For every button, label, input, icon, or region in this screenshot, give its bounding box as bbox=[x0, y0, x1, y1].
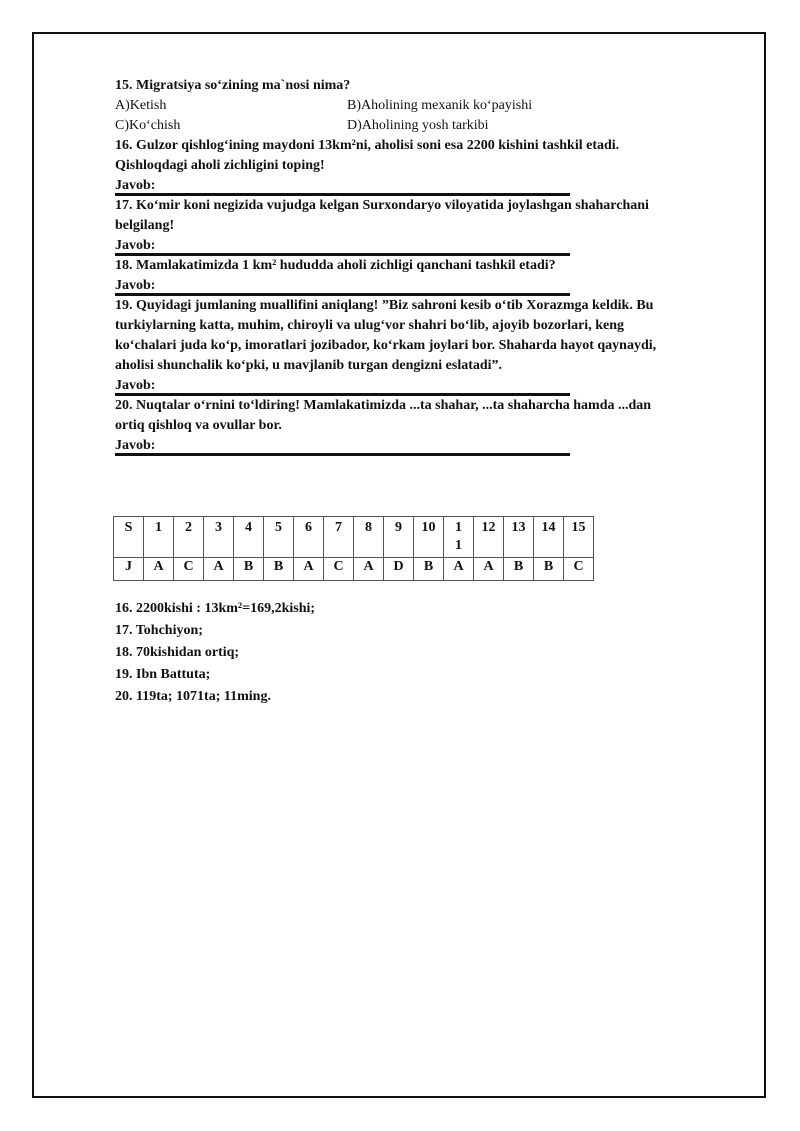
answer-key-header-cell: 1 bbox=[144, 517, 174, 558]
answer-key-answer-cell: C bbox=[324, 558, 354, 581]
answer-key-header-cell: 15 bbox=[564, 517, 594, 558]
option-a: A)Ketish bbox=[115, 98, 167, 113]
option-d: D)Aholining yosh tarkibi bbox=[347, 118, 489, 133]
answer-key-header-cell: 2 bbox=[174, 517, 204, 558]
solution-19: 19. Ibn Battuta; bbox=[115, 667, 211, 682]
solution-20: 20. 119ta; 1071ta; 11ming. bbox=[115, 689, 271, 704]
solutions-list bbox=[115, 598, 315, 708]
answer-key-answer-cell: A bbox=[474, 558, 504, 581]
answer-key-answer-cell: J bbox=[114, 558, 144, 581]
answer-key-answer-cell: A bbox=[144, 558, 174, 581]
option-b: B)Aholining mexanik ko‘payishi bbox=[347, 98, 533, 113]
answer-key-answer-cell: B bbox=[234, 558, 264, 581]
answer-line-17: Javob: bbox=[115, 236, 755, 256]
answer-key-header-cell: 14 bbox=[534, 517, 564, 558]
answer-line-18: Javob: bbox=[115, 276, 755, 296]
question-19-line2: turkiylarning katta, muhim, chiroyli va ulug‘vor shahri bo‘lib, ajoyib bozorlari, keng bbox=[115, 318, 624, 333]
answer-line-16: Javob: bbox=[115, 176, 755, 196]
question-17-line1: 17. Ko‘mir koni negizida vujudga kelgan Surxondaryo viloyatida joylashgan shaharchani bbox=[115, 198, 649, 213]
answer-key-answer-cell: B bbox=[414, 558, 444, 581]
answer-key-header-cell: 12 bbox=[474, 517, 504, 558]
answer-key-header-cell: 13 bbox=[504, 517, 534, 558]
answer-key-header-cell: 5 bbox=[264, 517, 294, 558]
questions-section bbox=[115, 76, 755, 456]
answer-key-header-cell: 7 bbox=[324, 517, 354, 558]
question-19-line4: aholisi shunchalik ko‘pki, u mavjlanib turgan dengizni eslatadi”. bbox=[115, 358, 503, 373]
answer-key-answer-cell: A bbox=[294, 558, 324, 581]
question-15-options bbox=[115, 96, 755, 136]
answer-key-answer-cell: A bbox=[354, 558, 384, 581]
question-19-line3: ko‘chalari juda ko‘p, imoratlari jozibador, ko‘rkam joylari bor. Shaharda hayot qaynaydi, bbox=[115, 338, 657, 353]
answer-key-answer-cell: A bbox=[444, 558, 474, 581]
question-18-line1: 18. Mamlakatimizda 1 km² hududda aholi zichligi qanchani tashkil etadi? bbox=[115, 258, 556, 273]
question-20-line2: ortiq qishloq va ovullar bor. bbox=[115, 418, 282, 433]
answer-key-header-cell: 10 bbox=[414, 517, 444, 558]
answer-key-header-cell: 9 bbox=[384, 517, 414, 558]
solution-17: 17. Tohchiyon; bbox=[115, 623, 203, 638]
question-19-line1: 19. Quyidagi jumlaning muallifini aniqlang! ”Biz sahroni kesib o‘tib Xorazmga keldik. Bu bbox=[115, 298, 654, 313]
answer-key-header-cell: 4 bbox=[234, 517, 264, 558]
answer-key-header-cell: 6 bbox=[294, 517, 324, 558]
question-20-line1: 20. Nuqtalar o‘rnini to‘ldiring! Mamlakatimizda ...ta shahar, ...ta shaharcha hamda ...dan bbox=[115, 398, 652, 413]
solution-18: 18. 70kishidan ortiq; bbox=[115, 645, 240, 660]
answer-key-header-cell: 1 1 bbox=[444, 517, 474, 558]
answer-key-header-row bbox=[114, 517, 594, 558]
answer-key-header-cell: 8 bbox=[354, 517, 384, 558]
question-16-line1: 16. Gulzor qishlog‘ining maydoni 13km²ni, aholisi soni esa 2200 kishini tashkil etadi. bbox=[115, 138, 620, 153]
answer-key-answer-cell: C bbox=[564, 558, 594, 581]
answer-key-answer-cell: B bbox=[534, 558, 564, 581]
answer-key-answer-cell: C bbox=[174, 558, 204, 581]
answer-key-answer-cell: D bbox=[384, 558, 414, 581]
answer-key-header-cell: S bbox=[114, 517, 144, 558]
answer-line-19: Javob: bbox=[115, 376, 755, 396]
answer-key-answer-cell: A bbox=[204, 558, 234, 581]
solution-16: 16. 2200kishi : 13km²=169,2kishi; bbox=[115, 601, 316, 616]
answer-key-answer-cell: B bbox=[504, 558, 534, 581]
answer-key-header-cell: 3 bbox=[204, 517, 234, 558]
question-16-line2: Qishloqdagi aholi zichligini toping! bbox=[115, 158, 325, 173]
answer-key-answer-row bbox=[114, 558, 594, 581]
answer-key-answer-cell: B bbox=[264, 558, 294, 581]
option-c: C)Ko‘chish bbox=[115, 118, 181, 133]
question-17-line2: belgilang! bbox=[115, 218, 175, 233]
answer-key-table bbox=[113, 516, 594, 581]
question-15: 15. Migratsiya so‘zining ma`nosi nima? bbox=[115, 78, 351, 93]
answer-line-20: Javob: bbox=[115, 436, 755, 456]
